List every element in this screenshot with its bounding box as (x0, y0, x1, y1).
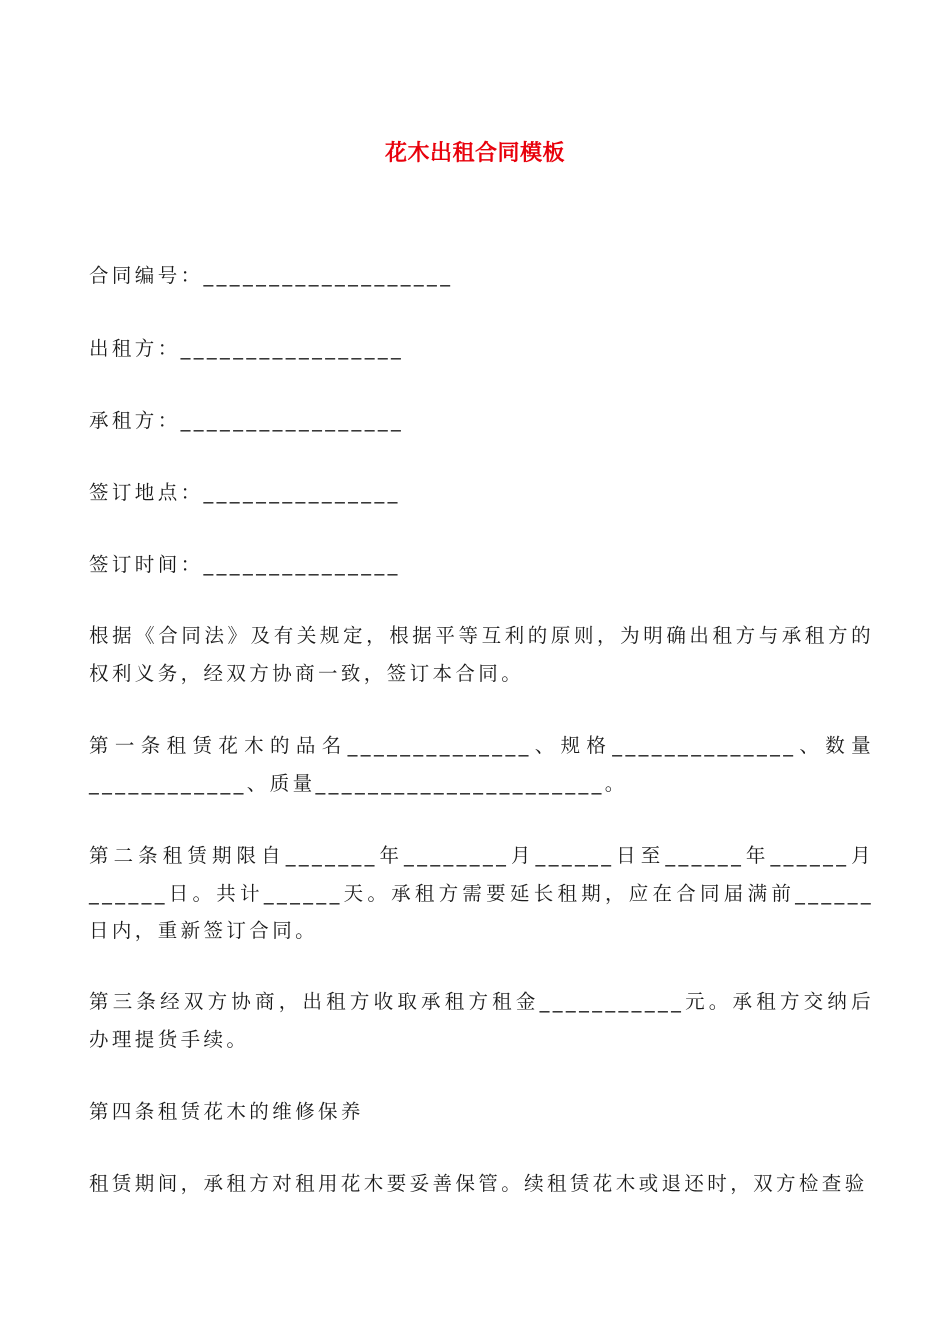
article-1-paragraph: 第一条租赁花木的品名______________、规格______________、数量____________、质量______________________。 (89, 734, 874, 795)
preamble-paragraph: 根据《合同法》及有关规定，根据平等互利的原则，为明确出租方与承租方的权利义务，经双方协商一致，签订本合同。 (89, 624, 874, 685)
document-title: 花木出租合同模板 (384, 140, 565, 165)
signing-time-field: 签订时间：_______________ (89, 553, 401, 576)
article-4-heading: 第四条租赁花木的维修保养 (89, 1100, 364, 1123)
article-2-paragraph: 第二条租赁期限自_______年________月______日至______年______月______日。共计______天。承租方需要延长租期，应在合同届满前______日内，重新签订合同。 (89, 844, 874, 942)
lessor-field: 出租方：_________________ (89, 337, 405, 360)
article-3-paragraph: 第三条经双方协商，出租方收取承租方租金___________元。承租方交纳后办理提货手续。 (89, 990, 874, 1051)
contract-number-field: 合同编号：___________________ (89, 264, 454, 287)
lessee-field: 承租方：_________________ (89, 409, 405, 432)
maintenance-paragraph: 租赁期间，承租方对租用花木要妥善保管。续租赁花木或退还时，双方检查验 (89, 1172, 868, 1195)
signing-place-field: 签订地点：_______________ (89, 481, 401, 504)
